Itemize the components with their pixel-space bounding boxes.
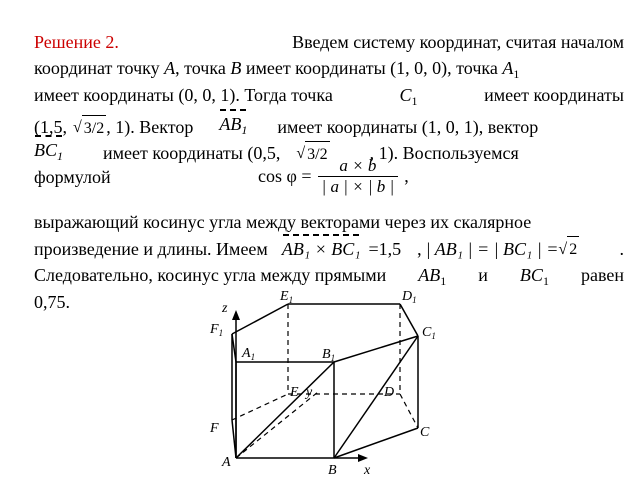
line-BC1-sub: 1	[542, 274, 549, 288]
fraction-denominator: | a | × | b |	[321, 177, 395, 196]
point-B: B	[230, 58, 242, 78]
point-C1: C	[399, 85, 412, 105]
text-and: и	[478, 265, 488, 285]
hidden-axis-y	[236, 392, 318, 458]
edge-F1E1	[232, 304, 288, 334]
abs-equation: | AB₁ | = | BC₁ | =	[425, 238, 559, 259]
edge-D1C1	[400, 304, 418, 336]
edge-C1B1	[334, 336, 418, 362]
text-l3-a: имеет координаты (0, 0, 1). Тогда точка	[34, 85, 333, 105]
text-l4-a: (1,5,	[34, 117, 67, 137]
dot-product-value: =1,5	[368, 238, 402, 259]
line-AB1-sub: 1	[440, 274, 447, 288]
text-l4-b: , 1). Вектор	[106, 117, 194, 137]
fraction-numerator: a × b	[339, 156, 377, 175]
diagonal-BC1	[334, 336, 418, 458]
period: .	[619, 238, 624, 259]
sqrt-radicand: 2	[567, 236, 579, 262]
text-equals: равен	[580, 265, 624, 285]
line-BC1: BC	[519, 265, 543, 285]
vector-BC1-label: BC	[34, 140, 58, 160]
text-l5-b: , 1). Воспользуемся	[369, 143, 519, 163]
text-l3-b: имеет координаты	[484, 85, 624, 105]
cos-label: cos φ =	[258, 166, 312, 186]
label-E1: $E_1$	[280, 289, 294, 305]
formula-comma: ,	[404, 166, 409, 186]
text-l2-b: , точка	[175, 58, 226, 78]
label-E: E	[290, 385, 299, 400]
line-AB1: AB	[418, 265, 441, 285]
text-l5-a: имеет координаты (0,5,	[103, 143, 281, 163]
text-l8-a: произведение и длины. Имеем	[34, 238, 268, 259]
diagonal-AB1	[236, 362, 334, 458]
label-z: z	[222, 301, 228, 316]
text-l9: Следовательно, косинус угла между прямыми	[34, 265, 387, 285]
solution-label: Решение 2.	[34, 32, 119, 52]
label-D1: $D_1$	[402, 289, 417, 305]
axis-x-arrow	[358, 454, 368, 462]
sqrt-sign: √	[296, 145, 306, 162]
label-C1: $C_1$	[422, 325, 436, 341]
edge-BC	[334, 428, 418, 458]
point-A: A	[164, 58, 176, 78]
dot-product-expr: AB₁ × BC₁	[282, 237, 361, 262]
vector-AB1-sub: 1	[241, 123, 248, 137]
text-l4-c: имеет координаты (1, 0, 1), вектор	[277, 117, 539, 137]
hidden-edge-DC	[400, 394, 418, 428]
answer-value: 0,75.	[34, 292, 70, 312]
text-l6: формулой	[34, 167, 111, 187]
label-B1: $B_1$	[322, 347, 336, 363]
text-l2-c: имеет координаты (1, 0, 0), точка	[245, 58, 498, 78]
label-B: B	[328, 463, 337, 478]
point-A1: A	[502, 58, 514, 78]
sqrt-sign: √	[73, 119, 82, 136]
point-C1-sub: 1	[411, 94, 418, 108]
text-l1: Введем систему координат, считая началом	[292, 32, 624, 52]
label-A1: $A_1$	[242, 346, 256, 362]
label-x: x	[364, 463, 371, 478]
label-A: A	[222, 455, 231, 470]
vector-AB1-label: AB	[219, 114, 242, 134]
label-D: D	[384, 385, 395, 400]
sqrt-radicand: 3/2	[305, 141, 329, 167]
sqrt-radicand: 3/2	[82, 115, 106, 141]
label-y: y	[306, 385, 313, 400]
comma: ,	[417, 238, 422, 259]
label-F1: $F_1$	[210, 322, 224, 338]
vector-BC1-sub: 1	[57, 149, 64, 163]
axis-z-arrow	[232, 310, 240, 320]
text-l7: выражающий косинус угла между векторами через их скалярное	[34, 212, 532, 232]
point-A1-sub: 1	[513, 67, 520, 81]
text-l2-a: координат точку	[34, 58, 160, 78]
label-C: C	[420, 425, 430, 440]
label-F: F	[210, 421, 219, 436]
sqrt-sign: √	[558, 240, 568, 258]
